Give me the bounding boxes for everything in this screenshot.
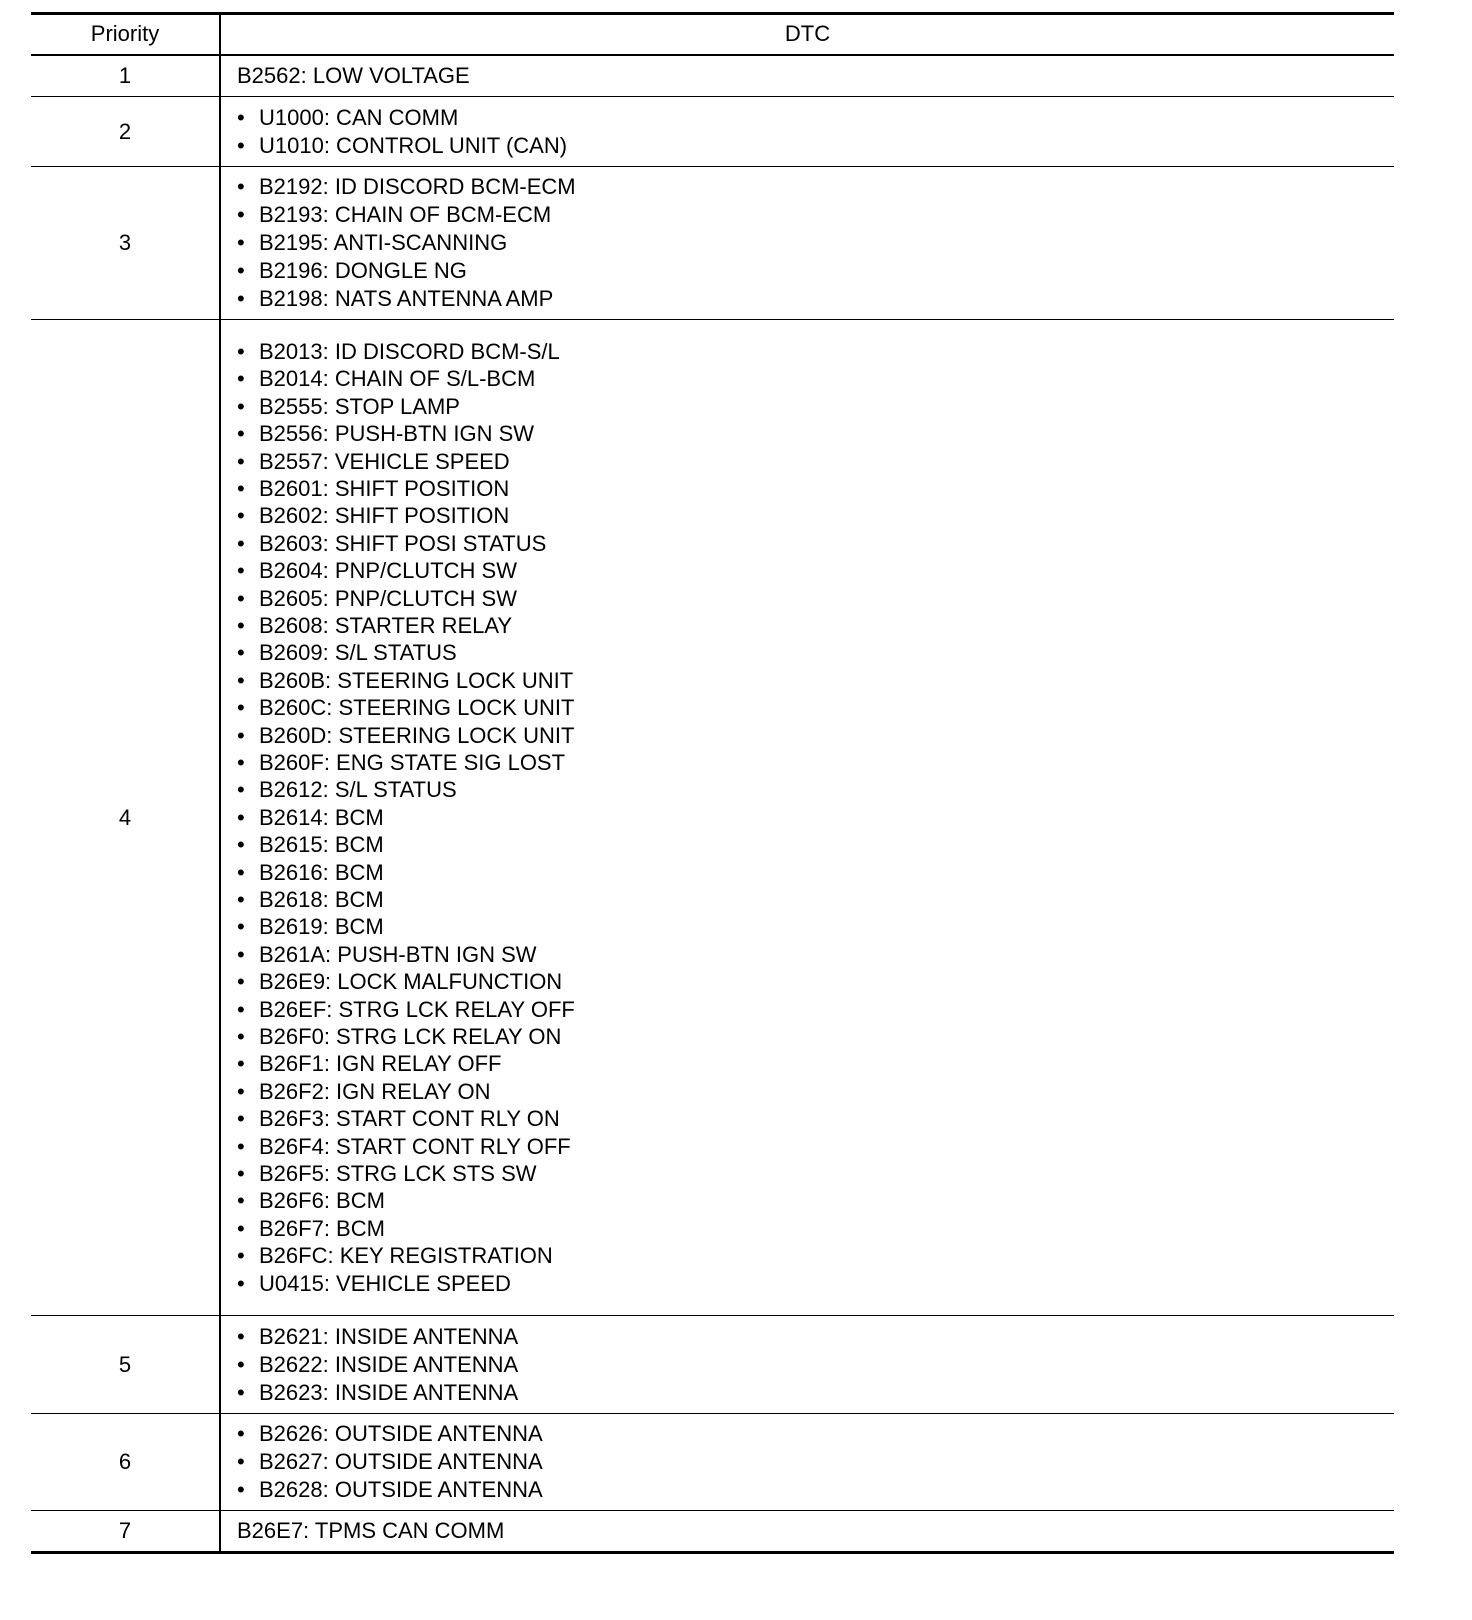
- bullet-icon: •: [237, 777, 245, 803]
- dtc-code-text: B2619: BCM: [259, 914, 384, 940]
- bullet-icon: •: [237, 585, 245, 611]
- dtc-list-item: [237, 229, 1394, 257]
- dtc-code-text: B2604: PNP/CLUTCH SW: [259, 558, 517, 584]
- dtc-code-text: B2626: OUTSIDE ANTENNA: [259, 1421, 543, 1446]
- dtc-code-text: B2196: DONGLE NG: [259, 258, 467, 283]
- bullet-icon: •: [237, 832, 245, 858]
- bullet-icon: •: [237, 804, 245, 830]
- bullet-icon: •: [237, 667, 245, 693]
- dtc-code-text: B2603: SHIFT POSI STATUS: [259, 530, 547, 556]
- priority-cell: 2: [31, 97, 220, 167]
- dtc-cell: [220, 167, 1394, 320]
- dtc-list-item: [237, 257, 1394, 285]
- dtc-code-text: U1000: CAN COMM: [259, 104, 459, 130]
- bullet-icon: •: [237, 104, 245, 130]
- dtc-code-text: B26F5: STRG LCK STS SW: [259, 1161, 537, 1187]
- dtc-list-item: [237, 913, 1394, 940]
- dtc-code-text: B2622: INSIDE ANTENNA: [259, 1351, 519, 1377]
- dtc-list-item: [237, 1476, 1394, 1504]
- dtc-cell: [220, 55, 1394, 97]
- dtc-code-text: B2616: BCM: [259, 859, 384, 885]
- dtc-list-item: [237, 667, 1394, 694]
- dtc-code-text: B26F3: START CONT RLY ON: [259, 1106, 560, 1132]
- table-row: [31, 167, 1394, 320]
- table-row: [31, 1316, 1394, 1414]
- dtc-list-item: [237, 502, 1394, 529]
- bullet-icon: •: [237, 1024, 245, 1050]
- dtc-list-item: [237, 201, 1394, 229]
- bullet-icon: •: [237, 503, 245, 529]
- dtc-list-item: [237, 393, 1394, 420]
- dtc-code-text: B26F4: START CONT RLY OFF: [259, 1133, 571, 1159]
- bullet-icon: •: [237, 1215, 245, 1241]
- dtc-list-item: [237, 365, 1394, 392]
- dtc-list-item: [237, 1323, 1394, 1351]
- dtc-cell: [220, 1511, 1394, 1553]
- bullet-icon: •: [237, 1449, 245, 1474]
- dtc-list-item: [237, 448, 1394, 475]
- dtc-list-item: [237, 996, 1394, 1023]
- dtc-code-text: B2623: INSIDE ANTENNA: [259, 1379, 519, 1405]
- dtc-code-text: B26F1: IGN RELAY OFF: [259, 1051, 502, 1077]
- bullet-icon: •: [237, 202, 245, 227]
- bullet-icon: •: [237, 286, 245, 311]
- dtc-list-item: [237, 173, 1394, 201]
- bullet-icon: •: [237, 1106, 245, 1132]
- priority-cell: 6: [31, 1414, 220, 1511]
- dtc-list-item: [237, 1351, 1394, 1379]
- dtc-code-text: B260F: ENG STATE SIG LOST: [259, 749, 566, 775]
- dtc-code-text: B2601: SHIFT POSITION: [259, 475, 510, 501]
- dtc-list-item: [237, 1105, 1394, 1132]
- bullet-icon: •: [237, 1051, 245, 1077]
- dtc-code-text: B26EF: STRG LCK RELAY OFF: [259, 996, 575, 1022]
- dtc-list-item: [237, 420, 1394, 447]
- bullet-icon: •: [237, 366, 245, 392]
- dtc-list-item: [237, 585, 1394, 612]
- dtc-list-item: [237, 1420, 1394, 1448]
- dtc-list: [237, 1420, 1394, 1504]
- dtc-priority-table: [31, 12, 1394, 1554]
- table-body: [31, 55, 1394, 1553]
- dtc-code-text: B26FC: KEY REGISTRATION: [259, 1243, 553, 1269]
- priority-cell: 7: [31, 1511, 220, 1553]
- bullet-icon: •: [237, 1421, 245, 1446]
- priority-cell: 4: [31, 320, 220, 1316]
- bullet-icon: •: [237, 695, 245, 721]
- bullet-icon: •: [237, 1188, 245, 1214]
- dtc-code-text: B26F7: BCM: [259, 1215, 385, 1241]
- dtc-code-text: B2557: VEHICLE SPEED: [259, 448, 510, 474]
- priority-cell: 5: [31, 1316, 220, 1414]
- dtc-list-item: [237, 285, 1394, 313]
- bullet-icon: •: [237, 393, 245, 419]
- dtc-code-text: B26F0: STRG LCK RELAY ON: [259, 1024, 562, 1050]
- dtc-code-text: B2627: OUTSIDE ANTENNA: [259, 1449, 543, 1474]
- bullet-icon: •: [237, 887, 245, 913]
- dtc-list-item: [237, 132, 1394, 160]
- dtc-code-text: B260D: STEERING LOCK UNIT: [259, 722, 575, 748]
- dtc-code-text: U1010: CONTROL UNIT (CAN): [259, 132, 568, 158]
- dtc-code-text: B260C: STEERING LOCK UNIT: [259, 695, 575, 721]
- bullet-icon: •: [237, 258, 245, 283]
- bullet-icon: •: [237, 338, 245, 364]
- dtc-list-item: [237, 722, 1394, 749]
- dtc-list: [237, 338, 1394, 1297]
- dtc-cell: [220, 1316, 1394, 1414]
- dtc-list-item: [237, 1023, 1394, 1050]
- dtc-code-text: B2618: BCM: [259, 887, 384, 913]
- dtc-code-text: B2192: ID DISCORD BCM-ECM: [259, 174, 576, 199]
- dtc-code-text: B2193: CHAIN OF BCM-ECM: [259, 202, 552, 227]
- dtc-list-item: [237, 941, 1394, 968]
- bullet-icon: •: [237, 640, 245, 666]
- dtc-code-text: B2605: PNP/CLUTCH SW: [259, 585, 517, 611]
- bullet-icon: •: [237, 1477, 245, 1502]
- dtc-list-item: [237, 1270, 1394, 1297]
- dtc-code-text: B2014: CHAIN OF S/L-BCM: [259, 366, 536, 392]
- dtc-code-text: U0415: VEHICLE SPEED: [259, 1270, 511, 1296]
- bullet-icon: •: [237, 448, 245, 474]
- bullet-icon: •: [237, 174, 245, 199]
- dtc-code-text: B2628: OUTSIDE ANTENNA: [259, 1477, 543, 1502]
- dtc-list-item: [237, 1242, 1394, 1269]
- dtc-list-item: [237, 1215, 1394, 1242]
- dtc-list: [237, 173, 1394, 313]
- table-row: [31, 1511, 1394, 1553]
- dtc-list-item: [237, 1187, 1394, 1214]
- dtc-code-text: B2195: ANTI-SCANNING: [259, 230, 508, 255]
- dtc-list-item: [237, 338, 1394, 365]
- dtc-list-item: [237, 804, 1394, 831]
- dtc-list-item: [237, 886, 1394, 913]
- dtc-list-item: [237, 1379, 1394, 1407]
- bullet-icon: •: [237, 969, 245, 995]
- dtc-item: B2562: LOW VOLTAGE: [237, 62, 470, 88]
- dtc-list: [237, 104, 1394, 160]
- table-row: [31, 55, 1394, 97]
- dtc-list-item: [237, 1160, 1394, 1187]
- bullet-icon: •: [237, 941, 245, 967]
- bullet-icon: •: [237, 1379, 245, 1405]
- bullet-icon: •: [237, 230, 245, 255]
- dtc-code-text: B261A: PUSH-BTN IGN SW: [259, 941, 537, 967]
- dtc-code-text: B2609: S/L STATUS: [259, 640, 457, 666]
- dtc-code-text: B2602: SHIFT POSITION: [259, 503, 510, 529]
- dtc-code-text: B26F6: BCM: [259, 1188, 385, 1214]
- dtc-code-text: B26E9: LOCK MALFUNCTION: [259, 969, 563, 995]
- bullet-icon: •: [237, 132, 245, 158]
- priority-cell: 3: [31, 167, 220, 320]
- dtc-code-text: B2556: PUSH-BTN IGN SW: [259, 421, 535, 447]
- bullet-icon: •: [237, 722, 245, 748]
- bullet-icon: •: [237, 1133, 245, 1159]
- header-row: [31, 14, 1394, 55]
- dtc-header: DTC: [784, 21, 831, 47]
- dtc-code-text: B2013: ID DISCORD BCM-S/L: [259, 338, 560, 364]
- dtc-code-text: B2198: NATS ANTENNA AMP: [259, 286, 554, 311]
- dtc-code-text: B2614: BCM: [259, 804, 384, 830]
- bullet-icon: •: [237, 859, 245, 885]
- dtc-code-text: B26F2: IGN RELAY ON: [259, 1078, 491, 1104]
- dtc-list-item: [237, 1133, 1394, 1160]
- dtc-list-item: [237, 1050, 1394, 1077]
- bullet-icon: •: [237, 1243, 245, 1269]
- table-row: [31, 1414, 1394, 1511]
- dtc-list-item: [237, 1078, 1394, 1105]
- bullet-icon: •: [237, 1270, 245, 1296]
- table-row: [31, 320, 1394, 1316]
- dtc-code-text: B2612: S/L STATUS: [259, 777, 457, 803]
- bullet-icon: •: [237, 1323, 245, 1349]
- bullet-icon: •: [237, 1351, 245, 1377]
- bullet-icon: •: [237, 475, 245, 501]
- dtc-list: [237, 1323, 1394, 1407]
- dtc-list-item: [237, 557, 1394, 584]
- dtc-list-item: [237, 530, 1394, 557]
- dtc-item: B26E7: TPMS CAN COMM: [237, 1518, 505, 1543]
- bullet-icon: •: [237, 914, 245, 940]
- dtc-code-text: B2555: STOP LAMP: [259, 393, 460, 419]
- bullet-icon: •: [237, 1161, 245, 1187]
- bullet-icon: •: [237, 421, 245, 447]
- dtc-list-item: [237, 475, 1394, 502]
- table-row: [31, 97, 1394, 167]
- dtc-list-item: [237, 968, 1394, 995]
- dtc-code-text: B2608: STARTER RELAY: [259, 612, 513, 638]
- dtc-code-text: B260B: STEERING LOCK UNIT: [259, 667, 574, 693]
- dtc-list-item: [237, 612, 1394, 639]
- dtc-list-item: [237, 104, 1394, 132]
- dtc-cell: [220, 320, 1394, 1316]
- dtc-list-item: [237, 694, 1394, 721]
- dtc-cell: [220, 97, 1394, 167]
- dtc-code-text: B2615: BCM: [259, 832, 384, 858]
- bullet-icon: •: [237, 612, 245, 638]
- dtc-cell: [220, 1414, 1394, 1511]
- priority-cell: 1: [31, 55, 220, 97]
- bullet-icon: •: [237, 749, 245, 775]
- bullet-icon: •: [237, 558, 245, 584]
- dtc-list-item: [237, 1448, 1394, 1476]
- bullet-icon: •: [237, 530, 245, 556]
- dtc-list-item: [237, 859, 1394, 886]
- bullet-icon: •: [237, 1078, 245, 1104]
- dtc-list-item: [237, 831, 1394, 858]
- dtc-code-text: B2621: INSIDE ANTENNA: [259, 1323, 519, 1349]
- dtc-list-item: [237, 776, 1394, 803]
- priority-header: Priority: [31, 14, 220, 55]
- bullet-icon: •: [237, 996, 245, 1022]
- dtc-list-item: [237, 749, 1394, 776]
- dtc-list-item: [237, 639, 1394, 666]
